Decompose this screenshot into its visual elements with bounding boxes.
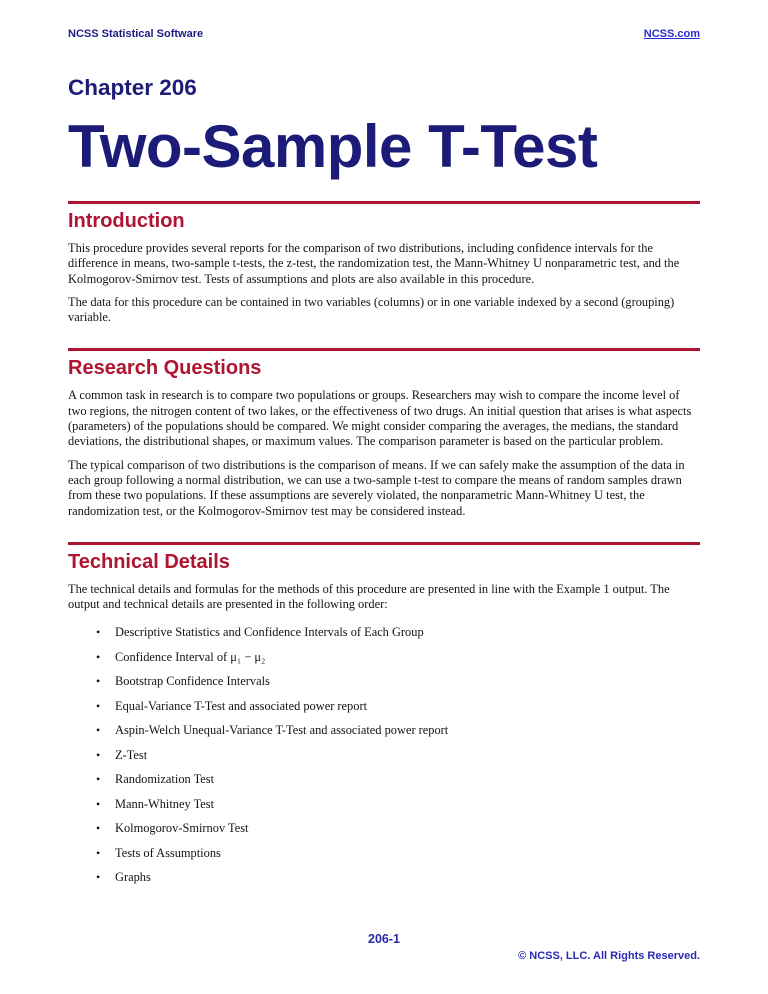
list-item xyxy=(96,674,700,689)
page-header xyxy=(68,28,700,40)
section-technical-details xyxy=(68,542,700,886)
list-item xyxy=(96,723,700,738)
bullet-icon: • xyxy=(96,723,101,738)
bullet-icon: • xyxy=(96,625,101,640)
paragraph: The data for this procedure can be contained in two variables (columns) or in one variable indexed by a second (grouping) variable. xyxy=(68,294,675,325)
list-item-label: Randomization Test xyxy=(115,772,215,787)
section-heading-technical-details: Technical Details xyxy=(68,542,700,574)
list-item-label: Graphs xyxy=(115,870,151,885)
paragraph: The typical comparison of two distributions is the comparison of means. If we can safely make the assumption of the data in each group following a normal distribution, we can use a two-sample t-test to compare the means of random samples drawn from these two populations. If these assumptions are severely violated, the nonparametric Mann-Whitney U test, the randomization test, or the Kolmogorov-Smirnov test may be considered instead. xyxy=(68,457,685,518)
list-item xyxy=(96,625,700,640)
list-item-label: Mann-Whitney Test xyxy=(115,796,215,811)
section-introduction xyxy=(68,201,700,325)
paragraph: A common task in research is to compare two populations or groups. Researchers may wish to compare the income level of two regions, the nitrogen content of two lakes, or the effectiveness of two drugs. An initial question that arises is what aspects (parameters) of the populations should be compared. We might consider comparing the averages, the medians, the standard deviations, the distributional shapes, or maximum values. The comparison parameter is based on the particular problem. xyxy=(68,388,692,449)
list-item xyxy=(96,870,700,885)
chapter-label: Chapter 206 xyxy=(68,75,197,100)
bullet-icon: • xyxy=(96,796,101,811)
bullet-icon: • xyxy=(96,698,101,713)
list-item xyxy=(96,699,700,714)
section-heading-research-questions: Research Questions xyxy=(68,348,700,380)
bullet-icon: • xyxy=(96,821,101,836)
list-item-label: Aspin-Welch Unequal-Variance T-Test and associated power report xyxy=(115,723,449,738)
bullet-icon: • xyxy=(96,674,101,689)
list-item xyxy=(96,846,700,861)
section-research-questions xyxy=(68,348,700,518)
bullet-icon: • xyxy=(96,845,101,860)
list-item xyxy=(96,650,700,665)
list-item-label: Confidence Interval of μ₁ − μ₂ xyxy=(115,649,266,664)
technical-details-list xyxy=(68,625,700,885)
list-item-label: Z-Test xyxy=(115,747,148,762)
list-item xyxy=(96,797,700,812)
list-item-label: Tests of Assumptions xyxy=(115,845,221,860)
section-heading-introduction: Introduction xyxy=(68,201,700,233)
list-item-label: Descriptive Statistics and Confidence Intervals of Each Group xyxy=(115,625,424,640)
page-number: 206-1 xyxy=(368,932,400,946)
list-item xyxy=(96,772,700,787)
header-product-name: NCSS Statistical Software xyxy=(68,28,204,40)
bullet-icon: • xyxy=(96,870,101,885)
paragraph: The technical details and formulas for the methods of this procedure are presented in line with the Example 1 output. The output and technical details are presented in the following order: xyxy=(68,581,670,612)
document-title: Two-Sample T-Test xyxy=(68,113,598,180)
ncss-com-link[interactable]: NCSS.com xyxy=(643,28,700,40)
bullet-icon: • xyxy=(96,747,101,762)
list-item-label: Kolmogorov-Smirnov Test xyxy=(115,821,249,836)
bullet-icon: • xyxy=(96,772,101,787)
list-item-label: Equal-Variance T-Test and associated power report xyxy=(115,698,368,713)
list-item-label: Bootstrap Confidence Intervals xyxy=(115,674,270,689)
list-item xyxy=(96,821,700,836)
paragraph: This procedure provides several reports for the comparison of two distributions, including confidence intervals for the difference in means, two-sample t-tests, the z-test, the randomization test, the Mann-Whitney U nonparametric test, and the Kolmogorov-Smirnov test. Tests of assumptions and plots are also available in this procedure. xyxy=(68,241,680,286)
copyright-notice: © NCSS, LLC. All Rights Reserved. xyxy=(518,950,700,962)
bullet-icon: • xyxy=(96,649,101,664)
list-item xyxy=(96,748,700,763)
